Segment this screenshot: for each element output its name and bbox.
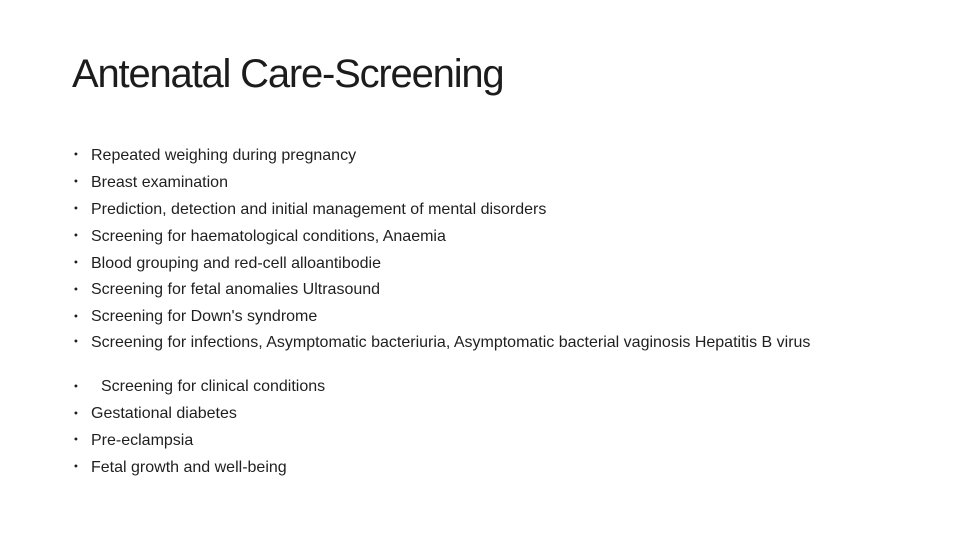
bullet-list <box>74 142 894 481</box>
bullet-item <box>74 142 894 169</box>
bullet-icon: • <box>74 283 78 296</box>
bullet-text: Repeated weighing during pregnancy <box>91 146 357 164</box>
bullet-text: Pre-eclampsia <box>91 431 194 449</box>
bullet-text: Screening for infections, Asymptomatic bacteriuria, Asymptomatic bacterial vaginosis Hepatitis B virus <box>91 334 811 352</box>
bullet-icon: • <box>74 202 78 215</box>
bullet-text: Breast examination <box>91 173 228 191</box>
bullet-icon: • <box>74 310 78 323</box>
bullet-icon: • <box>74 229 78 242</box>
bullet-text: Screening for Down's syndrome <box>91 308 318 326</box>
bullet-item <box>74 169 894 196</box>
bullet-item <box>74 373 894 400</box>
bullet-item <box>74 196 894 223</box>
bullet-icon: • <box>74 148 78 161</box>
bullet-item <box>74 223 894 250</box>
slide-title: Antenatal Care-Screening <box>72 52 504 96</box>
bullet-icon: • <box>74 407 78 420</box>
bullet-text: Screening for haematological conditions, Anaemia <box>91 227 446 245</box>
bullet-text: Prediction, detection and initial management of mental disorders <box>91 200 547 218</box>
bullet-item <box>74 400 894 427</box>
bullet-text: Fetal growth and well-being <box>91 458 287 476</box>
bullet-text: Gestational diabetes <box>91 405 237 423</box>
bullet-item <box>74 303 894 330</box>
bullet-icon: • <box>74 256 78 269</box>
bullet-item <box>74 454 894 481</box>
bullet-icon: • <box>74 335 78 348</box>
bullet-item <box>74 250 894 277</box>
bullet-text: Screening for clinical conditions <box>101 378 326 396</box>
bullet-item <box>74 427 894 454</box>
bullet-icon: • <box>74 380 78 393</box>
bullet-text: Blood grouping and red-cell alloantibodie <box>91 254 381 272</box>
bullet-text: Screening for fetal anomalies Ultrasound <box>91 281 381 299</box>
bullet-item <box>74 276 894 303</box>
bullet-icon: • <box>74 460 78 473</box>
bullet-item <box>74 330 894 373</box>
bullet-icon: • <box>74 175 78 188</box>
bullet-icon: • <box>74 433 78 446</box>
